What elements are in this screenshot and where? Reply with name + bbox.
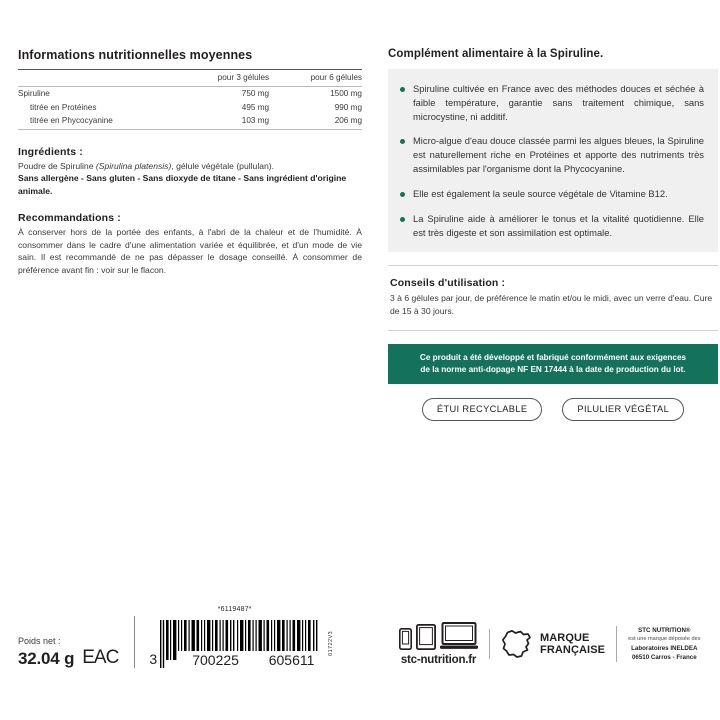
nutrition-table-body <box>18 87 362 129</box>
barcode <box>149 608 320 668</box>
benefit-text: Elle est également la seule source végétale de Vitamine B12. <box>413 187 668 199</box>
ean-group-2: 605611 <box>268 652 315 668</box>
nutrition-row-value-3: 750 mg <box>241 89 270 99</box>
laptop-icon <box>440 622 478 650</box>
nutrition-header-6caps: pour 6 gélules <box>269 70 362 87</box>
usage-section <box>388 265 718 331</box>
nutrition-table-bottom-rule <box>18 129 362 131</box>
net-weight-value: 32.04 g <box>18 649 75 668</box>
legal-line-1: STC NUTRITION® <box>638 626 691 634</box>
ean-lead-digit: 3 <box>149 651 158 667</box>
marque-francaise-logo <box>501 629 605 659</box>
devices-icon <box>399 622 478 650</box>
website-url[interactable]: stc-nutrition.fr <box>400 654 477 666</box>
smartphone-icon <box>399 628 412 650</box>
benefit-text: Spiruline cultivée en France avec des méthodes douces et séchée à faible température, garantie sans traitement chimique, sans microcystine, ni additif. <box>413 83 704 122</box>
legal-line-3: Laboratoires INELDEA <box>631 644 698 652</box>
nutrition-table-head <box>18 70 362 87</box>
nutrition-table <box>18 69 362 129</box>
ingredients-text-pre: Poudre de Spiruline <box>18 160 96 171</box>
bullet-dot-icon <box>400 87 405 92</box>
badge-recyclable-case: ÉTUI RECYCLABLE <box>422 398 543 421</box>
ingredients-claims: Sans allergène - Sans gluten - Sans dioxyde de titane - Sans ingrédient d'origine animale. <box>18 173 347 196</box>
nutrition-row-label: Spiruline <box>18 89 50 99</box>
label-footer <box>18 608 702 668</box>
legal-notice <box>628 626 700 662</box>
packaging-badges <box>388 398 718 421</box>
nutrition-row-value-6: 1500 mg <box>330 89 362 99</box>
bullet-dot-icon <box>400 139 405 144</box>
list-item <box>400 134 704 175</box>
ingredients-text-post: , gélule végétale (pullulan). <box>171 160 275 171</box>
table-row <box>18 87 362 101</box>
table-row <box>18 100 362 113</box>
website-block[interactable] <box>388 622 489 666</box>
nutrition-row-value-6: 990 mg <box>334 102 362 112</box>
nutrition-header-blank <box>18 70 176 87</box>
list-item <box>400 212 704 240</box>
antidoping-line-2: de la norme anti-dopage NF EN 17444 à la date de production du lot. <box>420 364 686 374</box>
benefit-text: Micro-algue d'eau douce classée parmi les algues bleues, la Spiruline est naturellement riche en Protéines et apporte des nutriments très assimilables par l'organisme dont la Phycocyanine. <box>413 135 704 175</box>
ingredients-section <box>18 146 362 197</box>
footer-right <box>388 622 718 668</box>
nutrition-row-label: titrée en Phycocyanine <box>30 115 113 125</box>
bullet-dot-icon <box>400 192 405 197</box>
list-item <box>400 82 704 123</box>
ean-group-1: 700225 <box>192 652 239 668</box>
tablet-icon <box>416 624 436 650</box>
nutrition-row-label: titrée en Protéines <box>30 102 97 112</box>
nutrition-header-row <box>18 70 362 87</box>
eac-conformity-icon: EAC <box>82 647 119 668</box>
internal-code: *6119487* <box>217 606 252 613</box>
usage-heading: Conseils d'utilisation : <box>390 277 506 290</box>
net-weight <box>18 637 74 668</box>
recommendations-heading: Recommandations : <box>18 212 121 225</box>
ingredients-latin-name: (Spirulina platensis) <box>95 160 172 171</box>
left-column <box>18 48 362 276</box>
nutrition-row-value-3: 495 mg <box>241 102 270 112</box>
ingredients-list <box>18 160 362 172</box>
list-item <box>400 187 704 201</box>
antidoping-line-1: Ce produit a été développé et fabriqué conformément aux exigences <box>419 353 687 363</box>
nutrition-row-value-6: 206 mg <box>334 115 362 125</box>
nutrition-table-title: Informations nutritionnelles moyennes <box>18 48 253 62</box>
ean-digits <box>177 651 329 668</box>
legal-block <box>616 626 711 662</box>
benefit-text: La Spiruline aide à améliorer le tonus et la vitalité quotidienne. Elle est très digeste et son assimilation est optimale. <box>413 212 704 238</box>
usage-body: 3 à 6 gélules par jour, de préférence le matin et/ou le midi, avec un verre d'eau. Cure de 15 à 30 jours. <box>390 293 713 316</box>
footer-left <box>18 608 362 668</box>
marque-line-1: MARQUE <box>540 631 590 644</box>
recommendations-body: À conserver hors de la portée des enfants, à l'abri de la chaleur et de l'humidité. À consommer dans le cadre d'une alimentation variée et équilibrée, et d'un mode de vie sain. Il est recommandé de ne pas dépasser le dosage conseillé. À consommer de préférence avant fin : voir sur le flacon. <box>18 227 362 275</box>
nutrition-row-value-3: 103 mg <box>241 115 270 125</box>
badge-vegetal-pillbox: PILULIER VÉGÉTAL <box>562 398 684 421</box>
right-column <box>388 48 718 421</box>
net-weight-caption: Poids net : <box>18 636 61 646</box>
supplement-title: Complément alimentaire à la Spiruline. <box>388 48 604 60</box>
lot-side-code: 01722V3 <box>328 631 335 656</box>
label-columns <box>18 48 713 421</box>
marque-francaise-text <box>540 632 605 657</box>
bullet-dot-icon <box>400 217 405 222</box>
antidoping-banner <box>388 344 718 383</box>
ingredients-heading: Ingrédients : <box>18 145 83 158</box>
france-map-icon <box>501 629 533 659</box>
marque-line-2: FRANÇAISE <box>540 644 606 656</box>
french-brand-block <box>489 629 616 659</box>
nutrition-header-3caps: pour 3 gélules <box>176 70 269 87</box>
legal-line-4: 06510 Carros - France <box>631 653 697 661</box>
benefits-panel <box>388 69 718 252</box>
legal-line-2: est une marque déposée des <box>628 636 701 643</box>
table-row <box>18 114 362 129</box>
footer-divider <box>134 616 135 668</box>
recommendations-section <box>18 212 362 276</box>
